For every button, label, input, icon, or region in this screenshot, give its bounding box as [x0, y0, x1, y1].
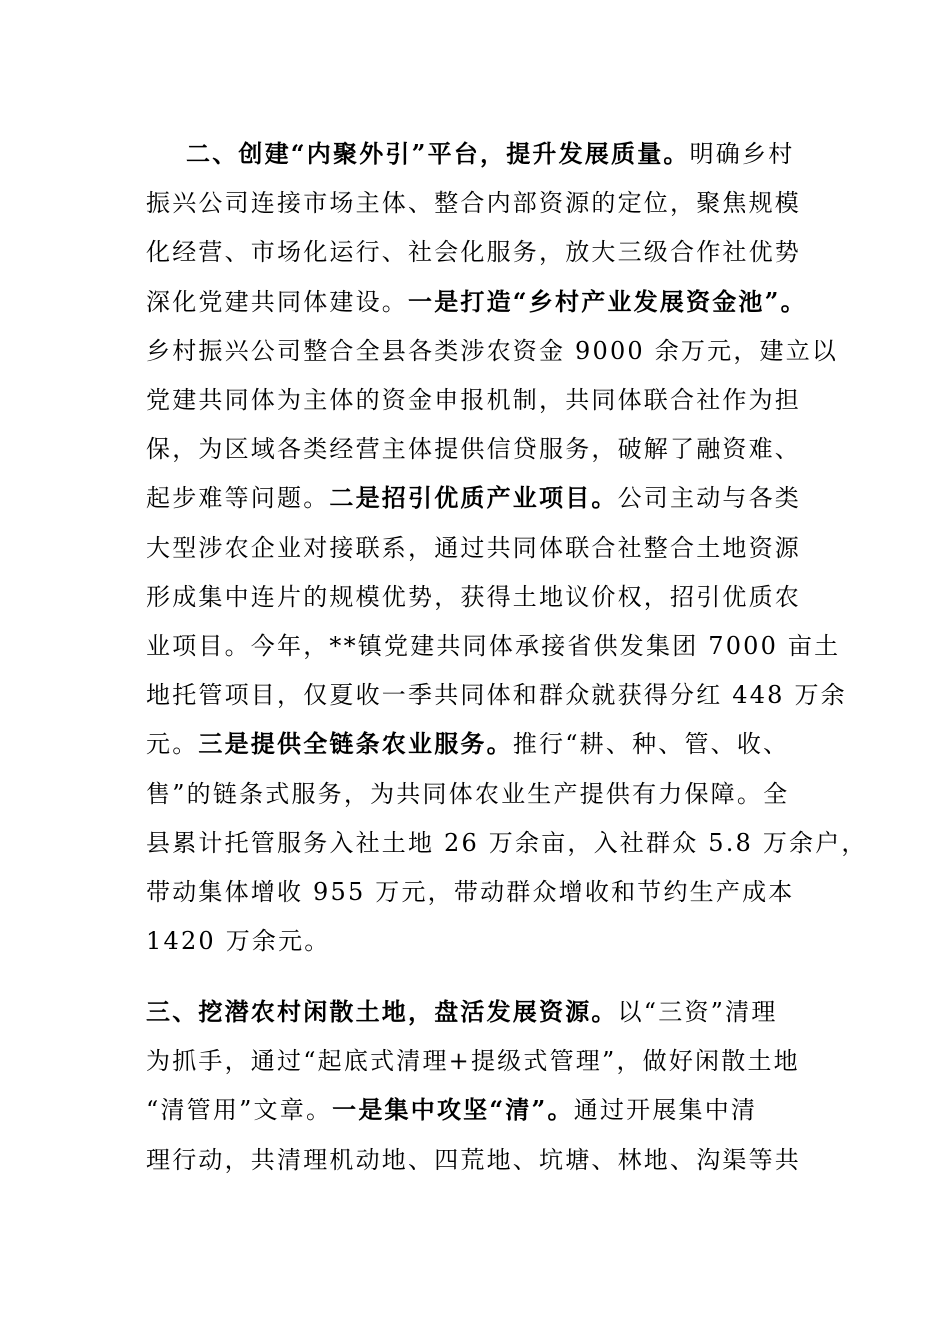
text-segment: 大型涉农企业对接联系，通过共同体联合社整合土地资源 [146, 533, 801, 562]
text-line [146, 476, 826, 520]
text-line [146, 378, 826, 422]
text-segment: 地托管项目，仅夏收一季共同体和群众就获得分红 448 万余 [146, 681, 847, 710]
text-segment: “清管用”文章。 [146, 1096, 333, 1125]
bold-text-segment: 三、挖潜农村闲散土地，盘活发展资源。 [146, 997, 618, 1026]
text-segment: 公司主动与各类 [617, 484, 802, 513]
text-line [146, 821, 868, 865]
text-segment: 化经营、市场化运行、社会化服务，放大三级合作社优势 [146, 238, 801, 267]
text-line [146, 230, 826, 274]
bold-text-segment: 一是打造“乡村产业发展资金池”。 [408, 286, 807, 316]
text-line [146, 427, 826, 471]
bold-text-segment: 二、创建“内聚外引”平台，提升发展质量。 [186, 139, 690, 168]
text-segment: 县累计托管服务入社土地 26 万余亩，入社群众 5.8 万余户， [146, 828, 868, 857]
text-segment: 起步难等问题。 [146, 484, 330, 513]
text-segment: 售”的链条式服务，为共同体农业生产提供有力保障。全 [146, 779, 790, 808]
text-segment: 保，为区域各类经营主体提供信贷服务，破解了融资难、 [146, 435, 801, 464]
text-line [146, 870, 826, 914]
text-segment: 振兴公司连接市场主体、整合内部资源的定位，聚焦规模 [146, 189, 801, 218]
text-segment: 推行“耕、种、管、收、 [512, 730, 790, 759]
text-segment: 深化党建共同体建设。 [146, 287, 408, 316]
text-line [146, 990, 826, 1034]
text-segment: 形成集中连片的规模优势，获得土地议价权，招引优质农 [146, 582, 801, 611]
bold-text-segment: 一是集中攻坚“清”。 [332, 1095, 574, 1125]
bold-text-segment: 三是提供全链条农业服务。 [198, 729, 513, 759]
text-line [146, 772, 826, 816]
text-line [146, 722, 826, 766]
text-segment: 为抓手，通过“起底式清理+提级式管理”，做好闲散土地 [146, 1047, 800, 1076]
text-segment: 党建共同体为主体的资金申报机制，共同体联合社作为担 [146, 386, 801, 414]
text-line [146, 329, 839, 373]
text-segment: 1420 万余元。 [146, 927, 331, 956]
text-segment: 明确乡村 [689, 140, 795, 168]
text-line [146, 1088, 826, 1132]
text-line [186, 132, 866, 176]
bold-text-segment: 二是招引优质产业项目。 [329, 483, 618, 513]
text-segment: 理行动，共清理机动地、四荒地、坑塘、林地、沟渠等共 [146, 1145, 801, 1174]
text-segment: 乡村振兴公司整合全县各类涉农资金 9000 余万元，建立以 [146, 336, 839, 365]
text-segment: 业项目。今年，**镇党建共同体承接省供发集团 7000 亩土 [146, 632, 841, 660]
text-segment: 元。 [146, 730, 199, 759]
text-line [146, 181, 826, 225]
text-line [146, 526, 826, 570]
text-line [146, 1138, 826, 1182]
text-line [146, 280, 826, 324]
text-line [146, 575, 826, 619]
text-line [146, 1039, 826, 1083]
text-line [146, 919, 826, 963]
text-line [146, 624, 841, 668]
text-segment: 以“三资”清理 [617, 998, 778, 1026]
text-segment: 带动集体增收 955 万元，带动群众增收和节约生产成本 [146, 878, 795, 906]
text-segment: 通过开展集中清 [573, 1096, 758, 1125]
text-line [146, 673, 847, 717]
